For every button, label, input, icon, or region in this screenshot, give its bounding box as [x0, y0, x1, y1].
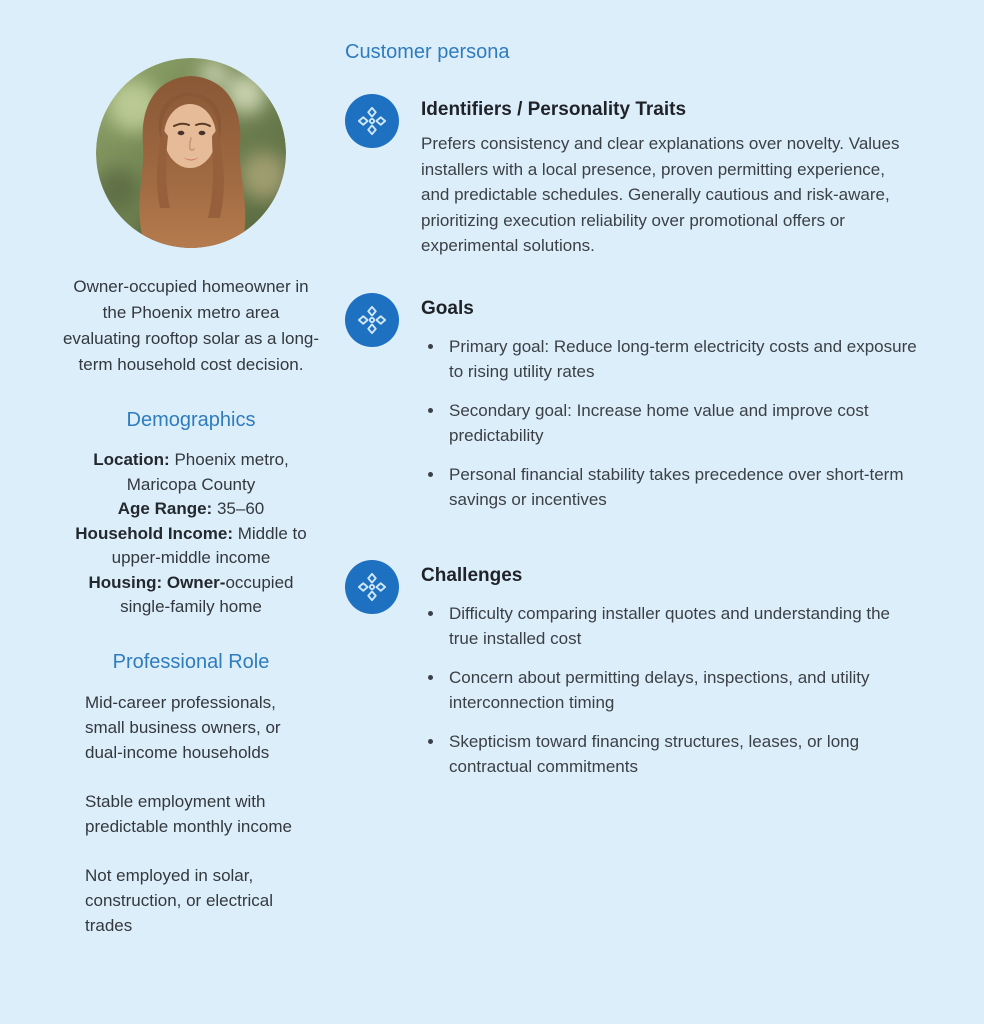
- compass-diamonds-icon: [345, 560, 399, 614]
- demographic-housing: Housing: Owner-occupied single-family home: [88, 572, 294, 616]
- section-heading-identifiers: Identifiers / Personality Traits: [421, 99, 687, 120]
- persona-main: [345, 40, 917, 793]
- demographic-household-income: Household Income: Middle to upper-middle income: [75, 523, 307, 567]
- goal-item: • Primary goal: Reduce long-term electricity costs and exposure to rising utility rates: [445, 334, 917, 385]
- persona-sidebar: [62, 58, 320, 962]
- demographic-age-range: Age Range: 35–60: [117, 499, 265, 518]
- goal-item: • Personal financial stability takes precedence over short-term savings or incentives: [445, 462, 917, 513]
- demographics-list: [62, 448, 320, 620]
- professional-role-list: [62, 690, 295, 938]
- woman-portrait-illustration: [96, 58, 286, 248]
- challenges-list: [421, 601, 917, 780]
- identifiers-body: Prefers consistency and clear explanations over novelty. Values installers with a local presence, proven permitting experience, and predictable schedules. Generally cautious and risk-aware, prioritizing execution reliability over promotional offers or experimental solutions.: [421, 134, 900, 255]
- challenge-item: • Skepticism toward financing structures, leases, or long contractual commitments: [445, 729, 917, 780]
- professional-role-item: Not employed in solar, construction, or electrical trades: [85, 865, 274, 935]
- section-heading-goals: Goals: [421, 297, 474, 319]
- persona-photo: [96, 58, 286, 248]
- professional-role-heading: Professional Role: [112, 650, 270, 673]
- compass-diamonds-icon: [345, 94, 399, 148]
- compass-diamonds-icon: [345, 293, 399, 347]
- demographic-location: Location: Phoenix metro, Maricopa County: [93, 450, 289, 494]
- section-heading-challenges: Challenges: [421, 564, 523, 586]
- challenge-item: • Difficulty comparing installer quotes and understanding the true installed cost: [445, 601, 917, 652]
- section-challenges: [345, 556, 917, 793]
- challenge-item: • Concern about permitting delays, inspections, and utility interconnection timing: [445, 665, 917, 716]
- demographics-heading: Demographics: [126, 409, 256, 431]
- page-title: Customer persona: [345, 41, 510, 63]
- goal-item: • Secondary goal: Increase home value and improve cost predictability: [445, 398, 917, 449]
- persona-summary: Owner-occupied homeowner in the Phoenix metro area evaluating rooftop solar as a long-term household cost decision.: [62, 277, 320, 374]
- goals-list: [421, 334, 917, 513]
- professional-role-item: Stable employment with predictable monthly income: [85, 791, 292, 836]
- section-identifiers: [345, 90, 917, 259]
- section-goals: [345, 289, 917, 526]
- professional-role-item: Mid-career professionals, small business owners, or dual-income households: [85, 692, 281, 762]
